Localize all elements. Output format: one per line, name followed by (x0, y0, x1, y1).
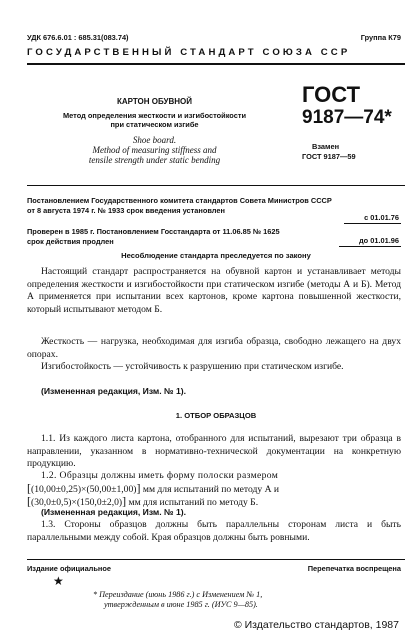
copyright: © Издательство стандартов, 1987 (233, 619, 399, 631)
replaces-label: Взамен (312, 142, 340, 151)
intro-paragraph-1: Настоящий стандарт распространяется на обувной картон и устанавливает методы определения жесткости и изгибостойкости при статическом изгибе (методы А и Б). Метод А применяется при испытании всех картонов, кроме картона повышенной жесткости, который испытывают методом Б. (27, 266, 401, 316)
reissue-note-1: * Переиздание (июнь 1986 г.) с Изменением № 1, (93, 590, 263, 599)
law-warning: Несоблюдение стандарта преследуется по закону (121, 251, 311, 260)
title-ru-main: КАРТОН ОБУВНОЙ (116, 97, 193, 106)
amendment-note-2: (Измененная редакция, Изм. № 1). (41, 507, 187, 517)
formula-method-b: [(30,0±0,5)×(150,0±2,0)] мм для испытаний по методу Б. (27, 494, 259, 508)
clause-1-3: 1.3. Стороны образцов должны быть параллельны сторонам листа и быть параллельными между собой. Края образцов должны быть ровными. (27, 519, 401, 543)
group-code: Группа К79 (360, 33, 401, 42)
official-edition: Издание официальное (27, 564, 112, 573)
header-rule (27, 63, 405, 65)
reprint-prohibited: Перепечатка воспрещена (307, 564, 401, 573)
gost-number: 9187—74* (302, 107, 392, 128)
formula-a-value: (10,00±0,25)×(50,00±1,00) (31, 484, 137, 495)
star-icon: ★ (53, 574, 64, 588)
formula-a-tail: мм для испытаний по методу А и (142, 484, 280, 495)
title-en-1: Shoe board. (132, 135, 177, 145)
decree-line-3: Проверен в 1985 г. Постановлением Госстандарта от 11.06.85 № 1625 (27, 227, 280, 236)
formula-b-tail: мм для испытаний по методу Б. (128, 497, 259, 508)
footer-rule (27, 559, 405, 560)
replaces-value: ГОСТ 9187—59 (302, 152, 356, 161)
clause-1-2: 1.2. Образцы должны иметь форму полоски размером (41, 470, 279, 481)
definition-stiffness: Жесткость — нагрузка, необходимая для изгиба образца, свободно лежащего на двух опорах. (27, 336, 401, 360)
formula-method-a: [(10,00±0,25)×(50,00±1,00)] мм для испытаний по методу А и (27, 481, 280, 495)
decree-line-4: срок действия продлен (27, 237, 114, 246)
title-ru-sub-1: Метод определения жесткости и изгибостойкости (63, 111, 246, 120)
section-1-heading: 1. ОТБОР ОБРАЗЦОВ (175, 411, 257, 420)
clause-1-1: 1.1. Из каждого листа картона, отобранного для испытаний, вырезают три образца в направлении, указанном в нормативно-технической документации на конкретную продукцию. (27, 433, 401, 470)
udc-code: УДК 676.6.01 : 685.31(083.74) (27, 33, 129, 42)
amendment-note-1: (Измененная редакция, Изм. № 1). (41, 386, 187, 396)
title-ru-sub-2: при статическом изгибе (110, 120, 199, 129)
extension-date: до 01.01.96 (339, 236, 401, 247)
reissue-note-2: утвержденным в июне 1985 г. (ИУС 9—85). (104, 600, 258, 609)
state-standard-banner: ГОСУДАРСТВЕННЫЙ СТАНДАРТ СОЮЗА ССР (27, 47, 351, 58)
title-rule (27, 185, 405, 186)
gost-label: ГОСТ (302, 82, 361, 107)
definition-strength: Изгибостойкость — устойчивость к разрушению при статическом изгибе. (41, 361, 344, 372)
decree-line-2: от 8 августа 1974 г. № 1933 срок введения установлен (27, 206, 225, 215)
decree-line-1: Постановлением Государственного комитета стандартов Совета Министров СССР (27, 196, 332, 205)
effective-date: с 01.01.76 (344, 213, 401, 224)
formula-b-value: (30,0±0,5)×(150,0±2,0) (31, 497, 123, 508)
title-en-3: tensile strength under static bending (88, 155, 221, 165)
title-en-2: Method of measuring stiffness and (92, 145, 217, 155)
